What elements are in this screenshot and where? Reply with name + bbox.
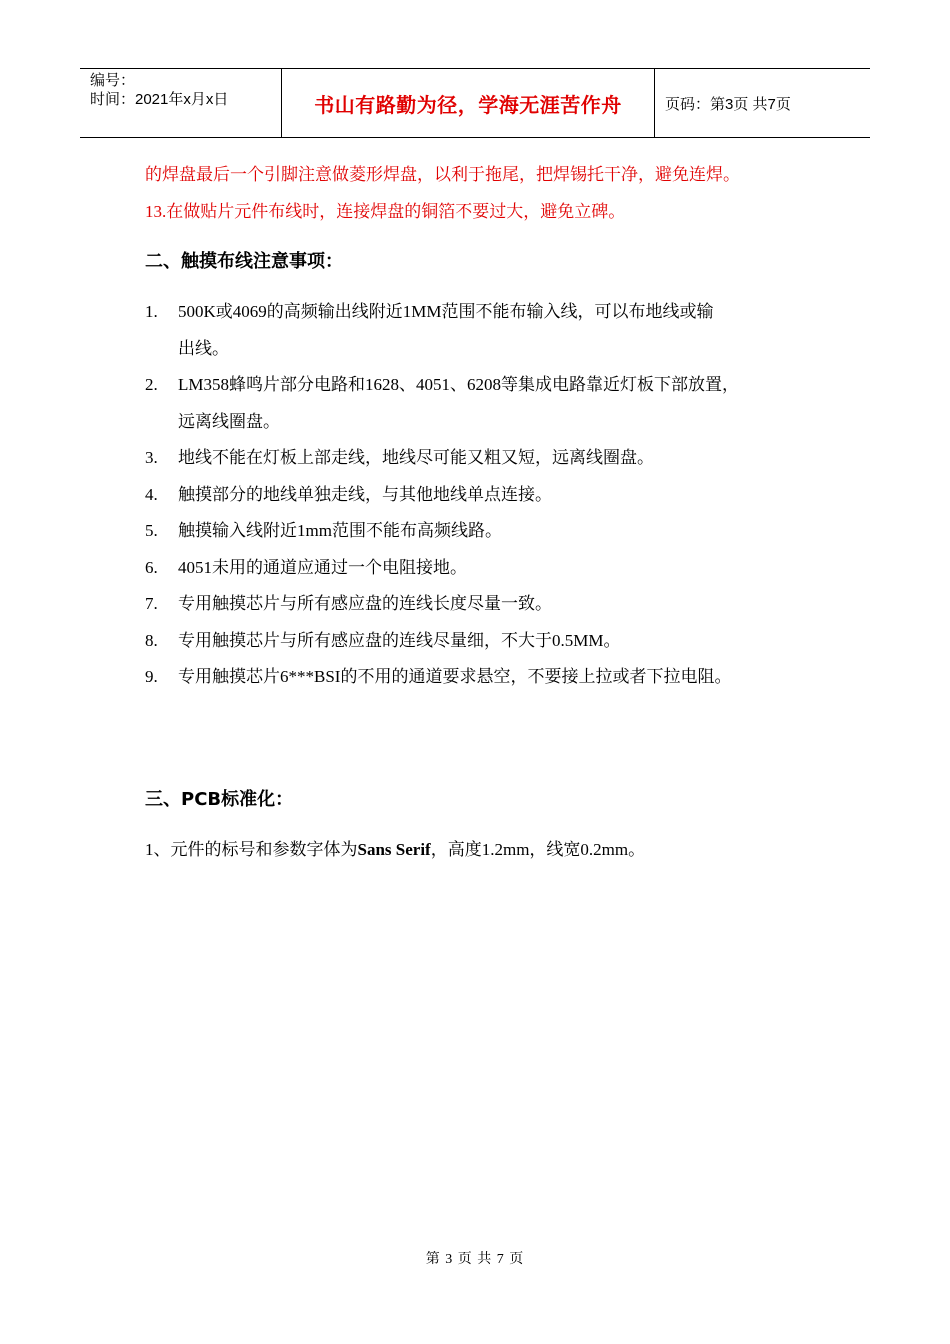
list-item-continuation: 出线。 bbox=[178, 339, 229, 358]
list-item bbox=[145, 480, 552, 505]
time-label: 时间：2021年x月x日 bbox=[90, 91, 229, 108]
list-item-text: 专用触摸芯片与所有感应盘的连线长度尽量一致。 bbox=[178, 594, 552, 613]
list-item-text: 触摸部分的地线单独走线，与其他地线单点连接。 bbox=[178, 485, 552, 504]
item-suffix: ，高度1.2mm，线宽0.2mm。 bbox=[430, 840, 646, 859]
font-name: Sans Serif bbox=[357, 840, 431, 859]
header-meta-cell bbox=[80, 69, 282, 137]
list-item-number: 6. bbox=[145, 558, 158, 577]
page-info: 页码：第3页 共7页 bbox=[665, 95, 791, 113]
section-2-heading: 二、触摸布线注意事项： bbox=[145, 251, 343, 272]
intro-line-2: 13.在做贴片元件布线时，连接焊盘的铜箔不要过大，避免立碑。 bbox=[145, 202, 626, 221]
list-item bbox=[145, 297, 714, 322]
list-item-number: 8. bbox=[145, 631, 158, 650]
list-item-number: 2. bbox=[145, 375, 158, 394]
list-item bbox=[145, 589, 552, 614]
header-page-cell bbox=[655, 69, 870, 137]
item-prefix: 1、元件的标号和参数字体为 bbox=[145, 840, 358, 859]
list-item-continuation: 远离线圈盘。 bbox=[178, 412, 280, 431]
list-item-number: 4. bbox=[145, 485, 158, 504]
list-item-text: 地线不能在灯板上部走线，地线尽可能又粗又短，远离线圈盘。 bbox=[178, 448, 654, 467]
list-item-number: 1. bbox=[145, 302, 158, 321]
section-3-heading: 三、PCB标准化： bbox=[145, 789, 294, 810]
list-item-text: 4051未用的通道应通过一个电阻接地。 bbox=[178, 558, 467, 577]
list-item bbox=[145, 443, 654, 468]
number-label: 编号： bbox=[90, 72, 136, 89]
document-header bbox=[80, 68, 870, 138]
list-item-text: 500K或4069的高频输出线附近1MM范围不能布输入线，可以布地线或输 bbox=[178, 302, 714, 321]
list-item-number: 9. bbox=[145, 667, 158, 686]
section-3-item-1 bbox=[145, 835, 645, 860]
page-footer: 第 3 页 共 7 页 bbox=[425, 1252, 525, 1267]
list-item-number: 3. bbox=[145, 448, 158, 467]
list-item-number: 5. bbox=[145, 521, 158, 540]
list-item-text: 专用触摸芯片6***BSI的不用的通道要求悬空，不要接上拉或者下拉电阻。 bbox=[178, 667, 732, 686]
list-item bbox=[145, 626, 620, 651]
header-motto-cell bbox=[282, 69, 655, 137]
intro-line-1: 的焊盘最后一个引脚注意做菱形焊盘，以利于拖尾，把焊锡托干净，避免连焊。 bbox=[145, 165, 740, 184]
list-item-number: 7. bbox=[145, 594, 158, 613]
list-item-text: LM358蜂鸣片部分电路和1628、4051、6208等集成电路靠近灯板下部放置， bbox=[178, 375, 739, 394]
list-item bbox=[145, 553, 467, 578]
list-item-text: 专用触摸芯片与所有感应盘的连线尽量细，不大于0.5MM。 bbox=[178, 631, 621, 650]
list-item bbox=[145, 662, 731, 687]
list-item bbox=[145, 370, 739, 395]
motto-text: 书山有路勤为径，学海无涯苦作舟 bbox=[314, 92, 622, 117]
list-item-text: 触摸输入线附近1mm范围不能布高频线路。 bbox=[178, 521, 502, 540]
list-item bbox=[145, 516, 502, 541]
